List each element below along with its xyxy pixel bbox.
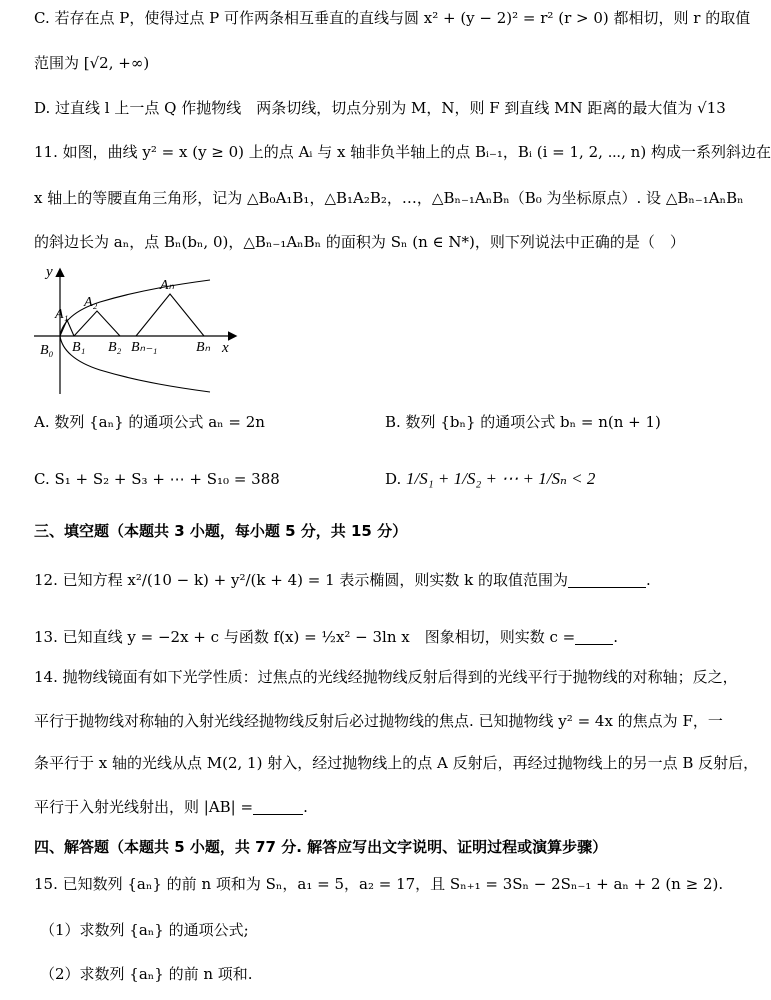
q11-option-c: C. S₁ + S₂ + S₃ + ⋯ + S₁₀ = 388	[34, 470, 280, 488]
q11-option-b: B. 数列 {bₙ} 的通项公式 bₙ = n(n + 1)	[385, 413, 661, 431]
question-14-line1: 14. 抛物线镜面有如下光学性质：过焦点的光线经抛物线反射后得到的光线平行于抛物线的对称轴；反之，	[34, 668, 738, 686]
label-a2: A₂	[84, 295, 98, 310]
label-y: y	[46, 264, 53, 280]
question-14-line2: 平行于抛物线对称轴的入射光线经抛物线反射后必过抛物线的焦点. 已知抛物线 y² = 4x 的焦点为 F，一	[34, 712, 723, 730]
option-d: D. 过直线 l 上一点 Q 作抛物线 两条切线，切点分别为 M，N，则 F 到直线 MN 距离的最大值为 √13	[34, 99, 726, 117]
question-15-stem: 15. 已知数列 {aₙ} 的前 n 项和为 Sₙ，a₁ = 5，a₂ = 17，且 Sₙ₊₁ = 3Sₙ − 2Sₙ₋₁ + aₙ + 2 (n ≥ 2).	[34, 875, 724, 893]
question-13-end: .	[613, 628, 619, 646]
parabola-triangles-figure	[30, 262, 250, 398]
answer-blank-12[interactable]	[568, 571, 646, 588]
question-14-text: 平行于入射光线射出，则 |AB| =	[34, 798, 254, 816]
q11-option-d-formula: 1/S₁ + 1/S₂ + ⋯ + 1/Sₙ < 2	[406, 469, 596, 488]
answer-blank-13[interactable]	[575, 628, 613, 645]
q11-option-d	[385, 467, 595, 491]
option-c-line1: C. 若存在点 P，使得过点 P 可作两条相互垂直的直线与圆 x² + (y − 2)² = r² (r > 0) 都相切，则 r 的取值	[34, 9, 751, 27]
option-c-line2: 范围为 [√2, +∞)	[34, 54, 150, 72]
q11-option-a: A. 数列 {aₙ} 的通项公式 aₙ = 2n	[34, 413, 265, 431]
label-x: x	[222, 340, 229, 356]
question-14-line4	[34, 795, 751, 819]
question-13	[34, 625, 751, 649]
section-4-title: 四、解答题（本题共 5 小题，共 77 分. 解答应写出文字说明、证明过程或演算步骤）	[34, 838, 608, 856]
question-14-end: .	[303, 798, 308, 816]
triangle-n	[136, 294, 204, 336]
question-13-text: 13. 已知直线 y = −2x + c 与函数 f(x) = ½x² − 3ln x 图象相切，则实数 c =	[34, 628, 576, 646]
question-12	[34, 568, 751, 592]
triangle-2	[74, 311, 120, 336]
label-b0: B₀	[40, 343, 54, 358]
question-11-line3: 的斜边长为 aₙ，点 Bₙ(bₙ, 0)，△Bₙ₋₁AₙBₙ 的面积为 Sₙ (n ∈ N*)，则下列说法中正确的是（ ）	[34, 233, 685, 251]
label-bn: Bₙ	[196, 340, 211, 355]
question-11-line1: 11. 如图，曲线 y² = x (y ≥ 0) 上的点 Aᵢ 与 x 轴非负半轴上的点 Bᵢ₋₁，Bᵢ (i = 1, 2, ⋯, n) 构成一系列斜边在	[34, 143, 771, 161]
label-bn1: Bₙ₋₁	[131, 340, 158, 355]
question-15-part1: （1）求数列 {aₙ} 的通项公式;	[40, 921, 249, 939]
section-3-title: 三、填空题（本题共 3 小题，每小题 5 分，共 15 分）	[34, 522, 408, 540]
question-15-part2: （2）求数列 {aₙ} 的前 n 项和.	[40, 965, 253, 983]
label-a1: A₁	[55, 307, 69, 322]
question-12-text: 12. 已知方程 x²/(10 − k) + y²/(k + 4) = 1 表示椭圆，则实数 k 的取值范围为	[34, 571, 569, 589]
question-12-end: .	[646, 571, 651, 589]
parabola-upper-branch	[60, 280, 210, 336]
q11-option-d-prefix: D.	[385, 470, 402, 488]
label-b1: B₁	[72, 340, 86, 355]
label-an: Aₙ	[160, 278, 175, 293]
question-11-line2: x 轴上的等腰直角三角形，记为 △B₀A₁B₁，△B₁A₂B₂，…，△Bₙ₋₁AₙBₙ（B₀ 为坐标原点）. 设 △Bₙ₋₁AₙBₙ	[34, 189, 744, 207]
label-b2: B₂	[108, 340, 122, 355]
question-14-line3: 条平行于 x 轴的光线从点 M(2, 1) 射入，经过抛物线上的点 A 反射后，再经过抛物线上的另一点 B 反射后，	[34, 754, 759, 772]
answer-blank-14[interactable]	[253, 798, 303, 815]
